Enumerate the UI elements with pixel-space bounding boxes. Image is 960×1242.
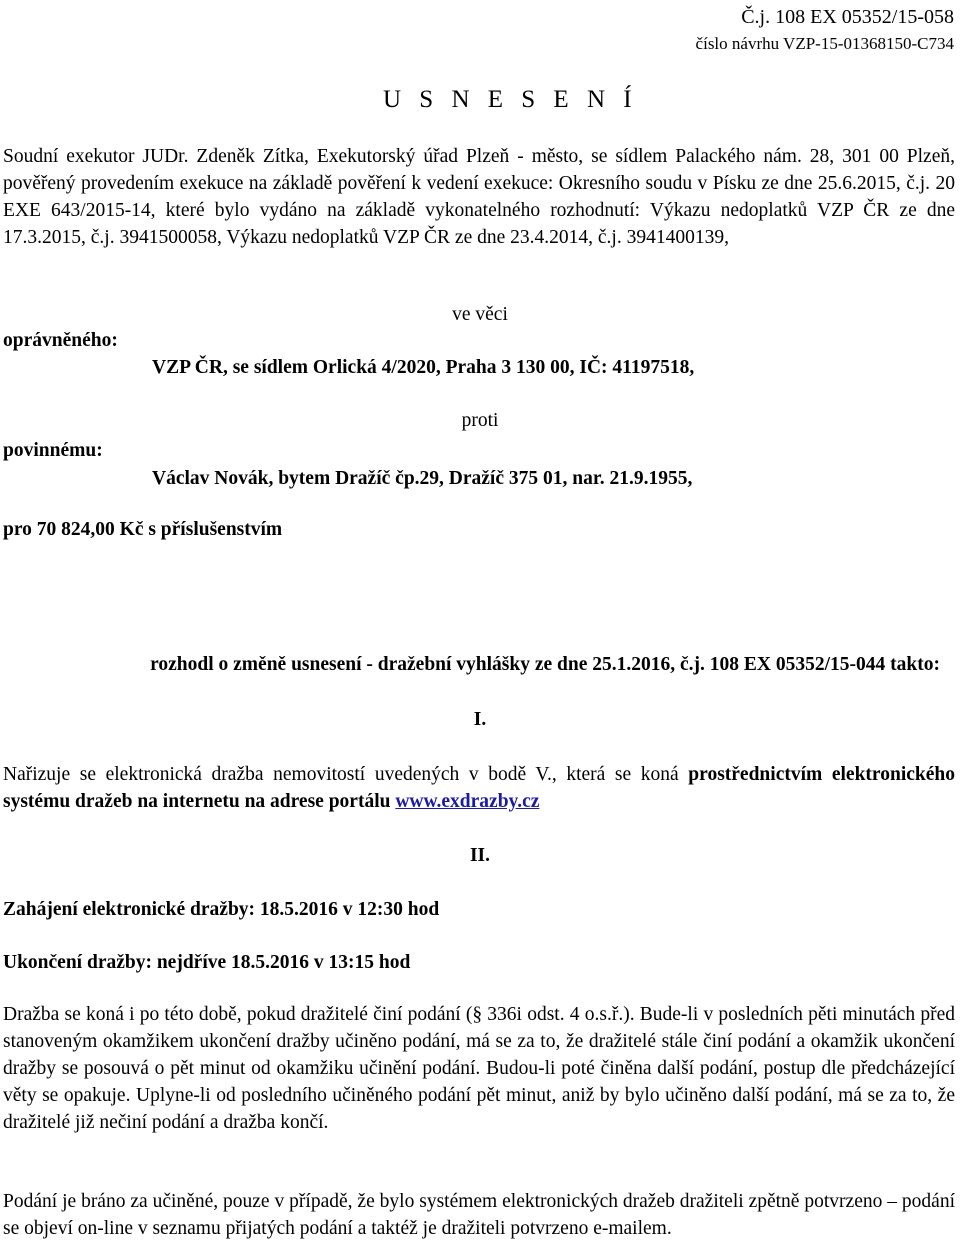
- intro-paragraph: Soudní exekutor JUDr. Zdeněk Zítka, Exekutorský úřad Plzeň - město, se sídlem Palackého nám. 28, 301 00 Plzeň, pověřený provedením exekuce na základě pověření k vedení exekuce: Okresního soudu v Písku ze dne 25.6.2015, č.j. 20 EXE 643/2015-14, které bylo vydáno na základě vykonatelného rozhodnutí: Výkazu nedoplatků VZP ČR ze dne 17.3.2015, č.j. 3941500058, Výkazu nedoplatků VZP ČR ze dne 23.4.2014, č.j. 3941400139,: [3, 146, 955, 248]
- creditor-label: oprávněného:: [3, 330, 118, 351]
- section-1-numeral: I.: [473, 709, 487, 730]
- proposal-number: číslo návrhu VZP-15-01368150-C734: [695, 34, 954, 53]
- auction-rules-paragraph: Dražba se koná i po této době, pokud dražitelé činí podání (§ 336i odst. 4 o.s.ř.). Bude-li v posledních pěti minutách před stanoveným okamžikem ukončení dražby učiněno podání, má se za to, že dražitelé stále činí podání a okamžik ukončení dražby se posouvá o pět minut od okamžiku učinění podání. Budou-li poté činěna další podání, postup dle předcházející věty se opakuje. Uplyne-li od posledního učiněného podání pět minut, aniž by bylo učiněno další podání, má se za to, že dražitelé již nečiní podání a dražba končí.: [3, 1004, 955, 1133]
- auction-start: Zahájení elektronické dražby: 18.5.2016 v 12:30 hod: [3, 899, 440, 920]
- debtor-label: povinnému:: [3, 440, 103, 461]
- debtor-value: Václav Novák, bytem Dražíč čp.29, Dražíč 375 01, nar. 21.9.1955,: [152, 468, 693, 489]
- document-title: U S N E S E N Í: [383, 86, 638, 113]
- section-1-bold-text: prostřednictvím elektronického systému dražeb na internetu na adrese portálu: [3, 764, 955, 812]
- decision-line: rozhodl o změně usnesení - dražební vyhlášky ze dne 25.1.2016, č.j. 108 EX 05352/15-044 takto:: [150, 654, 940, 675]
- in-matter-label: ve věci: [452, 304, 508, 325]
- portal-link[interactable]: www.exdrazby.cz: [395, 791, 540, 812]
- section-1-text: Nařizuje se elektronická dražba nemovitostí uvedených v bodě V., která se koná: [3, 764, 689, 785]
- case-reference: Č.j. 108 EX 05352/15-058: [741, 6, 954, 28]
- against-label: proti: [461, 410, 499, 431]
- section-2-numeral: II.: [469, 845, 491, 866]
- amount-line: pro 70 824,00 Kč s příslušenstvím: [3, 519, 283, 540]
- creditor-value: VZP ČR, se sídlem Orlická 4/2020, Praha 3 130 00, IČ: 41197518,: [152, 357, 695, 378]
- bid-confirmation-paragraph: Podání je bráno za učiněné, pouze v případě, že bylo systémem elektronických dražeb dražiteli zpětně potvrzeno – podání se objeví on-line v seznamu přijatých podání a taktéž je dražiteli potvrzeno e-mailem.: [3, 1191, 955, 1239]
- auction-end: Ukončení dražby: nejdříve 18.5.2016 v 13:15 hod: [3, 952, 411, 973]
- section-1-paragraph: [3, 761, 955, 815]
